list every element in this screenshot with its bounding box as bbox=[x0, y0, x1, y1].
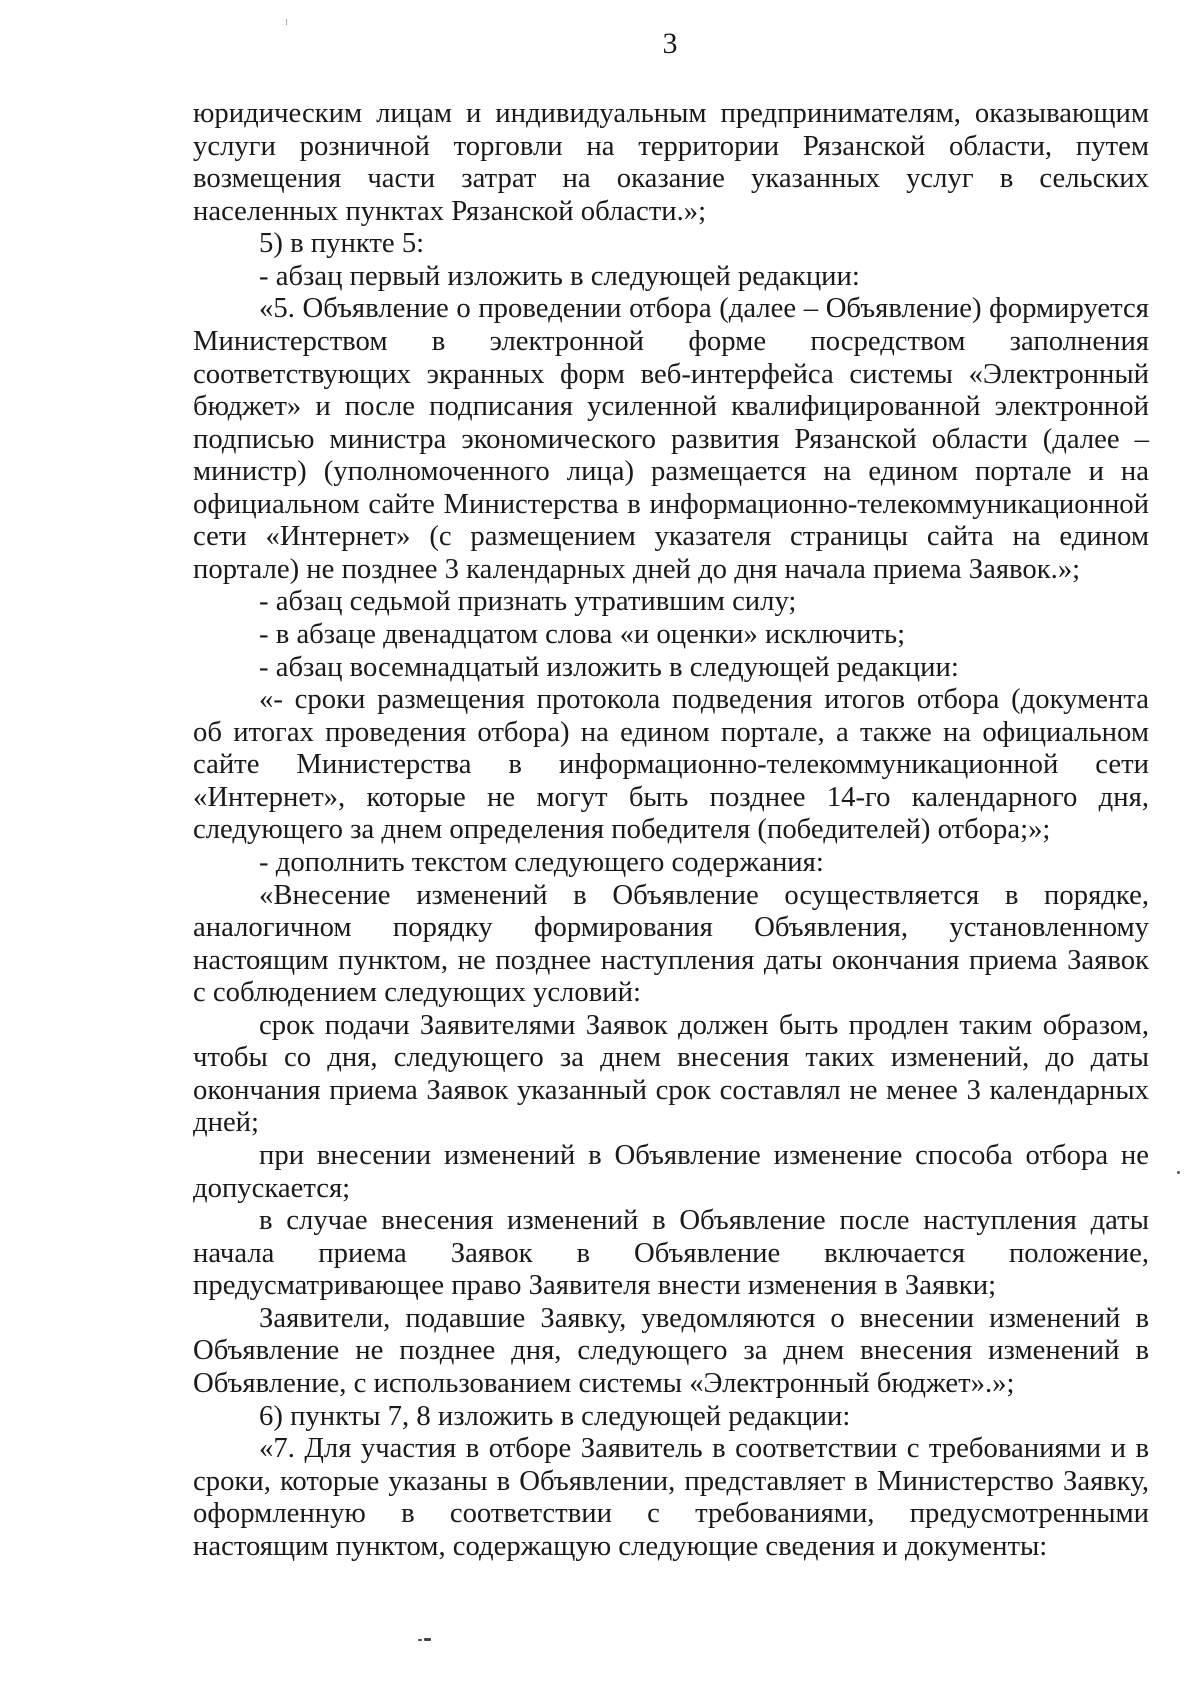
paragraph-amend-first: - абзац первый изложить в следующей редакции: bbox=[259, 259, 860, 292]
paragraph-selection-method: при внесении изменений в Объявление изменение способа отбора не допускается; bbox=[193, 1139, 1149, 1204]
paragraph-change-rights: в случае внесения изменений в Объявление после наступления даты начала приема Заявок в Объявление включается положение, предусматривающее право Заявителя внести изменения в Заявки; bbox=[193, 1204, 1149, 1302]
scan-mark bbox=[286, 19, 287, 25]
paragraph-changes-procedure: «Внесение изменений в Объявление осуществляется в порядке, аналогичном порядку формирования Объявления, установленному настоящим пунктом, не позднее наступления даты окончания приема Заявок с соблюдением следующих условий: bbox=[193, 878, 1149, 1009]
paragraph-amend-eighteenth: - абзац восемнадцатый изложить в следующей редакции: bbox=[259, 650, 959, 683]
paragraph-continuation: юридическим лицам и индивидуальным предпринимателям, оказывающим услуги розничной торговли на территории Рязанской области, путем возмещения части затрат на оказание указанных услуг в сельских населенных пунктах Рязанской области.»; bbox=[193, 97, 1149, 227]
paragraph-item-7: «7. Для участия в отборе Заявитель в соответствии с требованиями и в сроки, которые указаны в Объявлении, представляет в Министерство Заявку, оформленную в соответствии с требованиями, предусмотренными настоящим пунктом, содержащую следующие сведения и документы: bbox=[193, 1432, 1149, 1562]
paragraph-amend-twelfth: - в абзаце двенадцатом слова «и оценки» исключить; bbox=[259, 618, 906, 650]
paragraph-announcement: «5. Объявление о проведении отбора (далее – Объявление) формируется Министерством в электронной форме посредством заполнения соответствующих экранных форм веб-интерфейса системы «Электронный бюджет» и после подписания усиленной квалифицированной электронной подписью министра экономического развития Рязанской области (далее – министр) (уполномоченного лица) размещается на едином портале и на официальном сайте Министерства в информационно-телекоммуникационной сети «Интернет» (с размещением указателя страницы сайта на едином портале) не позднее 3 календарных дней до дня начала приема Заявок.»; bbox=[193, 292, 1149, 585]
paragraph-notification: Заявители, подавшие Заявку, уведомляются о внесении изменений в Объявление не позднее дня, следующего за днем внесения изменений в Объявление, с использованием системы «Электронный бюджет».»; bbox=[193, 1301, 1149, 1399]
scan-speck bbox=[1177, 1171, 1180, 1174]
paragraph-amend-seventh: - абзац седьмой признать утратившим силу; bbox=[259, 585, 797, 618]
document-body bbox=[193, 97, 1149, 1562]
paragraph-supplement: - дополнить текстом следующего содержания: bbox=[259, 845, 824, 878]
paragraph-item-6: 6) пункты 7, 8 изложить в следующей редакции: bbox=[259, 1399, 851, 1432]
paragraph-protocol-terms: «- сроки размещения протокола подведения итогов отбора (документа об итогах проведения отбора) на едином портале, а также на официальном сайте Министерства в информационно-телекоммуникационной сети «Интернет», которые не могут быть позднее 14-го календарного дня, следующего за днем определения победителя (победителей) отбора;»; bbox=[193, 683, 1149, 846]
page-number: 3 bbox=[662, 27, 678, 60]
paragraph-item-5: 5) в пункте 5: bbox=[259, 227, 425, 260]
scan-mark bbox=[418, 1637, 434, 1643]
paragraph-deadline-extension: срок подачи Заявителями Заявок должен быть продлен таким образом, чтобы со дня, следующего за днем внесения таких изменений, до даты окончания приема Заявок указанный срок составлял не менее 3 календарных дней; bbox=[193, 1008, 1149, 1139]
